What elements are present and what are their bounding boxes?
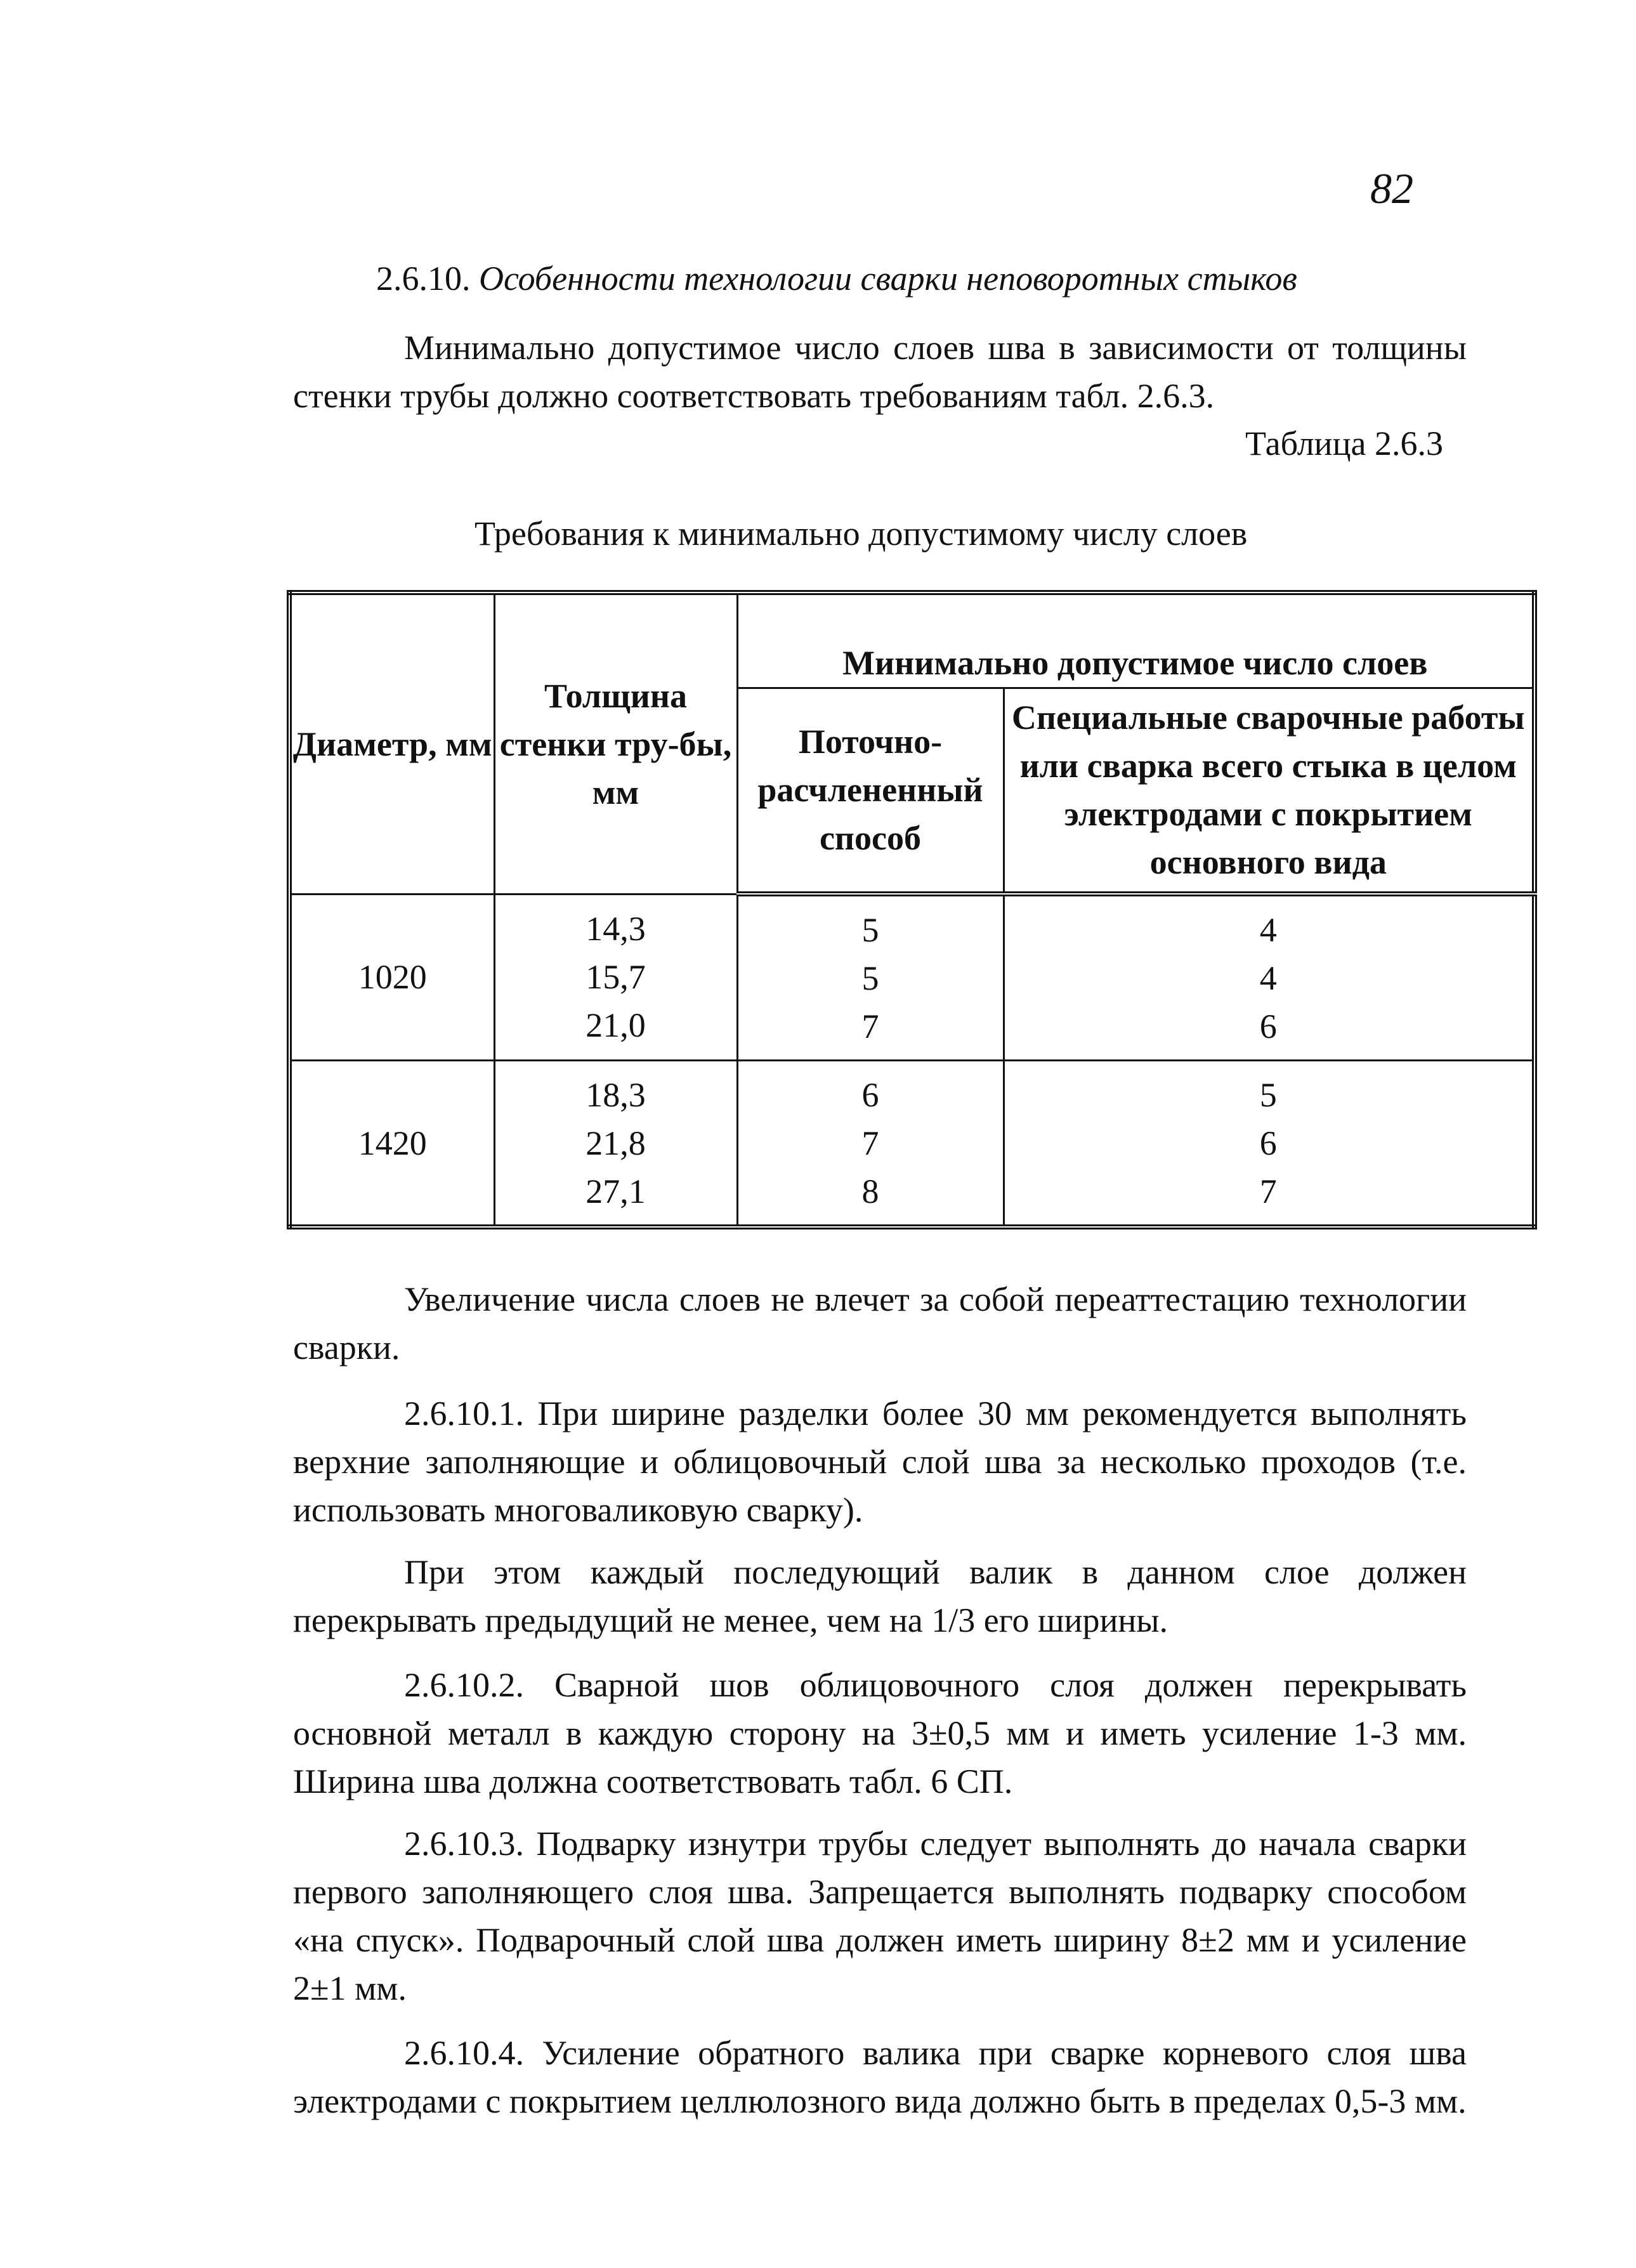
- header-thickness: Толщина стенки тру-бы, мм: [494, 593, 737, 894]
- paragraph: 2.6.10.2. Сварной шов облицовочного слоя должен перекрывать основной металл в каждую сторону на 3±0,5 мм и иметь усиление 1-3 мм. Ширина шва должна соответствовать табл. 6 СП.: [293, 1666, 1467, 1800]
- paragraph: Увеличение числа слоев не влечет за собой переаттестацию технологии сварки.: [293, 1280, 1467, 1367]
- flow-cell: 5 5 7: [737, 894, 1004, 1061]
- section-heading: [376, 259, 1297, 298]
- section-title: Особенности технологии сварки неповоротных стыков: [479, 259, 1297, 298]
- header-diameter: Диаметр, мм: [289, 593, 494, 894]
- table-label: Таблица 2.6.3: [1245, 424, 1443, 462]
- paragraph: При этом каждый последующий валик в данном слое должен перекрывать предыдущий не менее, чем на 1/3 его ширины.: [293, 1553, 1467, 1639]
- paragraph: 2.6.10.1. При ширине разделки более 30 мм рекомендуется выполнять верхние заполняющие и облицовочный слой шва за несколько проходов (т.е. использовать многоваликовую сварку).: [293, 1394, 1467, 1529]
- header-min-layers: Минимально допустимое число слоев: [737, 593, 1535, 688]
- header-flow-method: Поточно-расчлененный способ: [737, 688, 1004, 894]
- layers-table: [287, 590, 1537, 1229]
- page-number: 82: [1370, 164, 1413, 213]
- table-row: [289, 1061, 1535, 1228]
- header-special-works: Специальные сварочные работы или сварка всего стыка в целом электродами с покрытием основного вида: [1004, 688, 1535, 894]
- table-caption: Требования к минимально допустимому числу слоев: [474, 515, 1248, 553]
- diameter-cell: 1420: [289, 1061, 494, 1228]
- paragraph: 2.6.10.3. Подварку изнутри трубы следует выполнять до начала сварки первого заполняющего слоя шва. Запрещается выполнять подварку способом «на спуск». Подварочный слой шва должен иметь ширину 8±2 мм и усиление 2±1 мм.: [293, 1825, 1467, 2007]
- table-row: [289, 894, 1535, 1061]
- flow-cell: 6 7 8: [737, 1061, 1004, 1228]
- special-cell: 4 4 6: [1004, 894, 1535, 1061]
- thickness-cell: 18,3 21,8 27,1: [494, 1061, 737, 1228]
- paragraph: 2.6.10.4. Усиление обратного валика при сварке корневого слоя шва электродами с покрытием целлюлозного вида должно быть в пределах 0,5-3 мм.: [293, 2034, 1467, 2120]
- section-number: 2.6.10.: [376, 259, 471, 298]
- intro-paragraph: Минимально допустимое число слоев шва в зависимости от толщины стенки трубы должно соответствовать требованиям табл. 2.6.3.: [293, 329, 1467, 415]
- special-cell: 5 6 7: [1004, 1061, 1535, 1228]
- diameter-cell: 1020: [289, 894, 494, 1061]
- thickness-cell: 14,3 15,7 21,0: [494, 894, 737, 1061]
